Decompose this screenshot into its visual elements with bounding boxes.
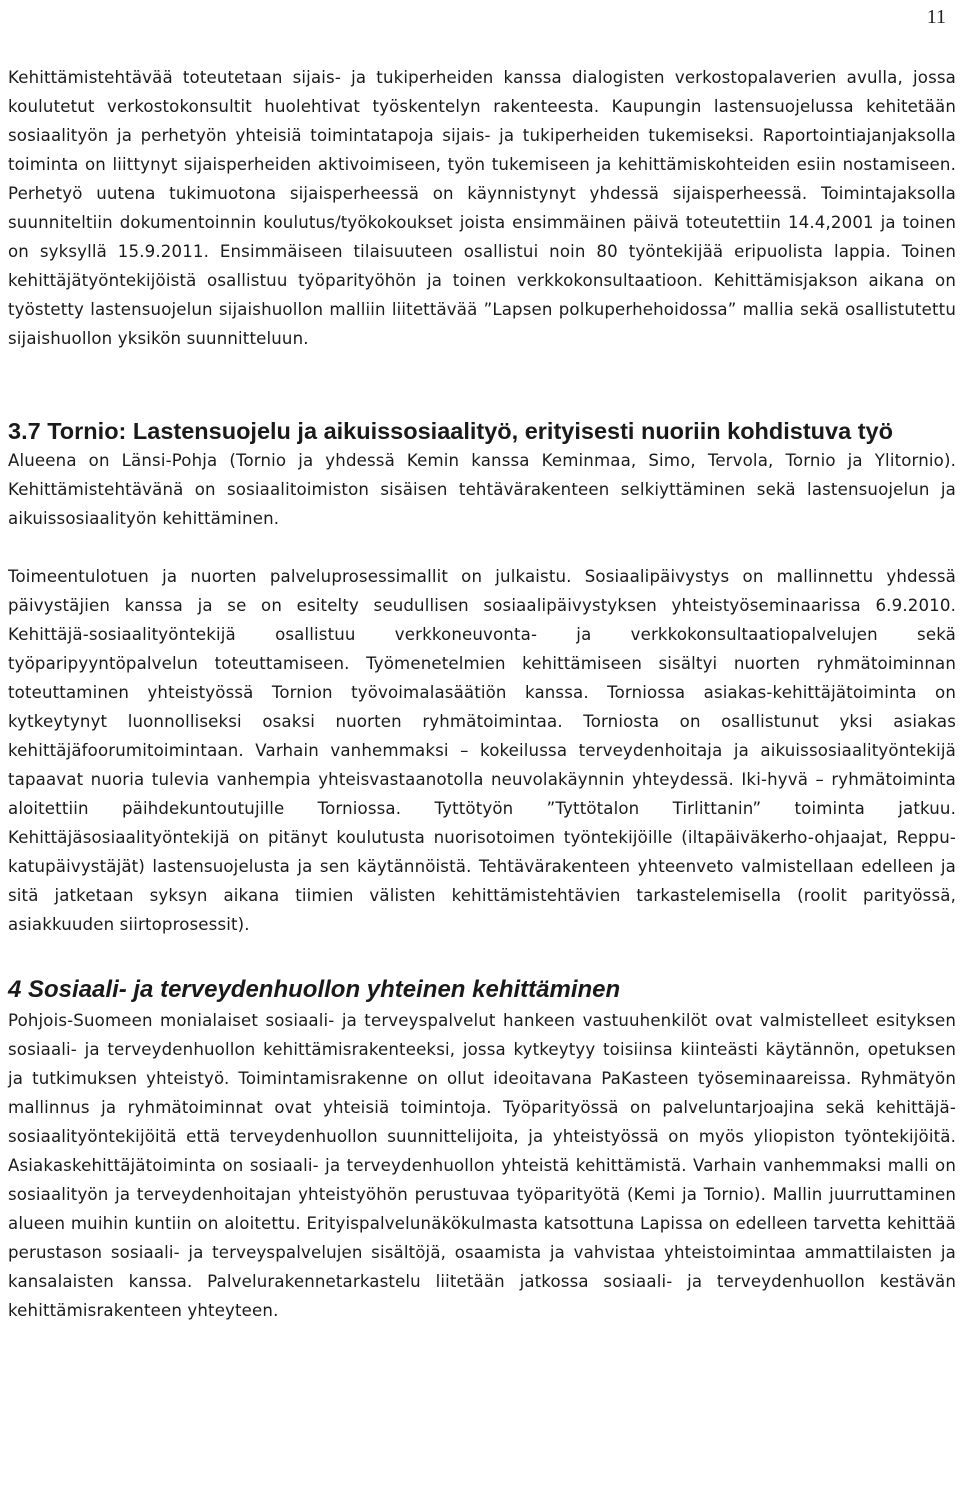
spacer — [8, 533, 956, 562]
section-4-heading: 4 Sosiaali- ja terveydenhuollon yhteinen kehittäminen — [8, 976, 621, 1003]
document-body — [8, 63, 956, 1325]
section-3-7-heading: 3.7 Tornio: Lastensuojelu ja aikuissosiaalityö, erityisesti nuoriin kohdistuva työ — [8, 418, 893, 444]
spacer — [8, 353, 956, 411]
page-number: 11 — [926, 6, 946, 28]
section-3-7-paragraph-2: Toimeentulotuen ja nuorten palveluprosessimallit on julkaistu. Sosiaalipäivystys on mallinnettu yhdessä päivystäjien kanssa ja se on esitelty seudullisen sosiaalipäivystyksen yhteistyöseminaarissa 6.9.2010. Kehittäjä-sosiaalityöntekijä osallistuu verkkoneuvonta- ja verkkokonsultaatiopalvelujen sekä työparipyyntöpalvelun toteuttamiseen. Työmenetelmien kehittämiseen sisältyi nuorten ryhmätoiminnan toteuttaminen yhteistyössä Tornion työvoimalasäätiön kanssa. Torniossa asiakas-kehittäjätoiminta on kytkeytynyt luonnolliseksi osaksi nuorten ryhmätoimintaa. Torniosta on osallistunut yksi asiakas kehittäjäfoorumitoimintaan. Varhain vanhemmaksi – kokeilussa terveydenhoitaja ja aikuissosiaalityöntekijä tapaavat nuoria tulevia vanhempia yhteisvastaanotolla neuvolakäynnin yhteydessä. Iki-hyvä – ryhmätoiminta aloitettiin päihdekuntoutujille Torniossa. Tyttötyön ”Tyttötalon Tirlittanin” toiminta jatkuu. Kehittäjäsosiaalityöntekijä on pitänyt koulutusta nuorisotoimen työntekijöille (iltapäiväkerho-ohjaajat, Reppu-katupäivystäjät) lastensuojelusta ja sen käytännöistä. Tehtävärakenteen yhteenveto valmistellaan edelleen ja sitä jatketaan syksyn aikana tiimien välisten kehittämistehtävien tarkastelemisella (roolit parityössä, asiakkuuden siirtoprosessit). — [8, 567, 956, 934]
intro-paragraph: Kehittämistehtävää toteutetaan sijais- ja tukiperheiden kanssa dialogisten verkostopalaverien avulla, jossa koulutetut verkostokonsultit huolehtivat työskentelyn rakenteesta. Kaupungin lastensuojelussa kehitetään sosiaalityön ja perhetyön yhteisiä toimintatapoja sijais- ja tukiperheiden tukemiseksi. Raportointiajanjaksolla toiminta on liittynyt sijaisperheiden aktivoimiseen, työn tukemiseen ja kehittämiskohteiden esiin nostamiseen. Perhetyö uutena tukimuotona sijaisperheessä on käynnistynyt yhdessä sijaisperheessä. Toimintajaksolla suunniteltiin dokumentoinnin koulutus/työkokoukset joista ensimmäinen päivä toteutettiin 14.4,2001 ja toinen on syksyllä 15.9.2011. Ensimmäiseen tilaisuuteen osallistui noin 80 työntekijää eripuolista lappia. Toinen kehittäjätyöntekijöistä osallistuu työparityöhön ja toinen verkkokonsultaatioon. Kehittämisjakson aikana on työstetty lastensuojelun sijaishuollon malliin liitettävää ”Lapsen polkuperhehoidossa” mallia sekä osallistutettu sijaishuollon yksikön suunnitteluun. — [8, 68, 956, 348]
section-3-7-paragraph-1: Alueena on Länsi-Pohja (Tornio ja yhdessä Kemin kanssa Keminmaa, Simo, Tervola, Tornio ja Ylitornio). Kehittämistehtävänä on sosiaalitoimiston sisäisen tehtävärakenteen selkiyttäminen sekä lastensuojelun ja aikuissosiaalityön kehittäminen. — [8, 451, 956, 528]
section-4-paragraph: Pohjois-Suomeen monialaiset sosiaali- ja terveyspalvelut hankeen vastuuhenkilöt ovat valmistelleet esityksen sosiaali- ja terveydenhuollon kehittämisrakenteeksi, jossa kytkeytyy toisiinsa kiinteästi käytännön, opetuksen ja tutkimuksen yhteistyö. Toimintamisrakenne on ollut ideoitavana PaKasteen työseminaareissa. Ryhmätyön mallinnus ja ryhmätoiminnat ovat yhteisiä toimintoja. Työparityössä on palveluntarjoajina sekä kehittäjä-sosiaalityöntekijöitä että terveydenhuollon suunnittelijoita, ja yhteistyössä on myös yliopiston työntekijöitä. Asiakaskehittäjätoiminta on sosiaali- ja terveydenhuollon yhteistä kehittämistä. Varhain vanhemmaksi malli on sosiaalityön ja terveydenhoitajan yhteistyöhön perustuvaa työparityötä (Kemi ja Tornio). Mallin juurruttaminen alueen muihin kuntiin on aloitettu. Erityispalvelunäkökulmasta katsottuna Lapissa on edelleen tarvetta kehittää perustason sosiaali- ja terveyspalvelujen sisältöjä, osaamista ja vahvistaa yhteistoimintaa ammattilaisten ja kansalaisten kanssa. Palvelurakennetarkastelu liitetään jatkossa sosiaali- ja terveydenhuollon kestävän kehittämisrakenteen yhteyteen. — [8, 1011, 956, 1320]
